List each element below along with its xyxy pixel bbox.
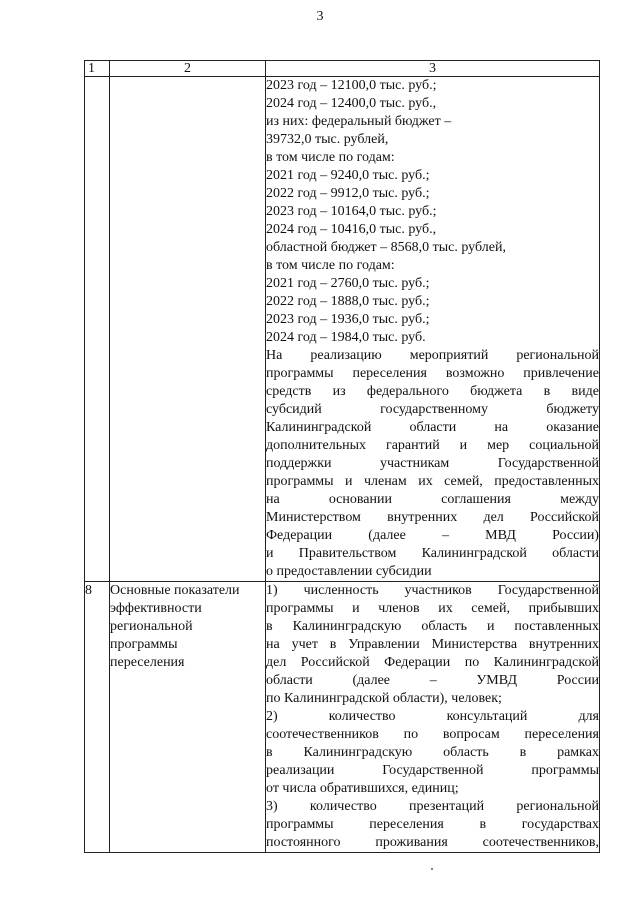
- program-passport-table: [84, 60, 600, 853]
- funding-line: областной бюджет – 8568,0 тыс. рублей,: [266, 240, 506, 255]
- paragraph-line: программы переселения возможно привлечение: [266, 366, 599, 381]
- funding-content-cell: [266, 77, 600, 582]
- funding-line: 39732,0 тыс. рублей,: [266, 132, 389, 147]
- funding-line: в том числе по годам:: [266, 150, 395, 165]
- header-col-1: 1: [85, 61, 110, 77]
- indicators-content: [266, 582, 599, 852]
- table-row-8: [85, 582, 600, 853]
- funding-line: 2024 год – 10416,0 тыс. руб.,: [266, 222, 437, 237]
- funding-line: 2023 год – 1936,0 тыс. руб.;: [266, 312, 430, 327]
- paragraph-line: Калининградской области на оказание: [266, 420, 599, 435]
- paragraph-line: средств из федерального бюджета в виде: [266, 384, 599, 399]
- funding-line: 2023 год – 10164,0 тыс. руб.;: [266, 204, 437, 219]
- title-line: эффективности: [110, 601, 202, 616]
- funding-line: 2024 год – 12400,0 тыс. руб.,: [266, 96, 437, 111]
- funding-line: 2024 год – 1984,0 тыс. руб.: [266, 330, 426, 345]
- paragraph-line: на основании соглашения между: [266, 492, 599, 507]
- indicators-content-cell: [266, 582, 600, 853]
- funding-line: 2022 год – 1888,0 тыс. руб.;: [266, 294, 430, 309]
- indicators-title: [110, 582, 265, 672]
- subsidy-paragraph-last-line: о предоставлении субсидии: [266, 564, 432, 579]
- paragraph-line: субсидий государственному бюджету: [266, 402, 599, 417]
- row-number: 8: [85, 582, 110, 853]
- indicator-line: на учет в Управлении Министерства внутренних: [266, 637, 599, 652]
- funding-line: 2022 год – 9912,0 тыс. руб.;: [266, 186, 430, 201]
- scan-dot: [431, 868, 433, 870]
- title-line: Основные показатели: [110, 583, 240, 598]
- paragraph-line: программы и членам их семей, предоставленных: [266, 474, 599, 489]
- paragraph-line: Министерством внутренних дел Российской: [266, 510, 599, 525]
- indicator-line: 1) численность участников Государственной: [266, 583, 599, 598]
- header-col-2: 2: [110, 61, 266, 77]
- paragraph-line: и Правительством Калининградской области: [266, 546, 599, 561]
- indicator-line: дел Российской Федерации по Калининградской: [266, 655, 599, 670]
- indicator-line: реализации Государственной программы: [266, 763, 599, 778]
- table-row-continued: [85, 77, 600, 582]
- indicator-line: программы и членов их семей, прибывших: [266, 601, 599, 616]
- row-title-cell: [110, 77, 266, 582]
- indicator-line: области (далее – УМВД России: [266, 673, 599, 688]
- row-title: [110, 582, 266, 853]
- indicator-line: 2) количество консультаций для: [266, 709, 599, 724]
- indicator-line: по Калининградской области), человек;: [266, 691, 502, 706]
- subsidy-paragraph: [266, 347, 599, 563]
- row-number-cell: [85, 77, 110, 582]
- funding-line: из них: федеральный бюджет –: [266, 114, 452, 129]
- title-line: переселения: [110, 655, 185, 670]
- title-line: программы: [110, 637, 178, 652]
- paragraph-line: Федерации (далее – МВД России): [266, 528, 599, 543]
- indicator-line: в Калининградскую область и поставленных: [266, 619, 599, 634]
- indicator-line: программы переселения в государствах: [266, 817, 599, 832]
- indicator-line: постоянного проживания соотечественников,: [266, 835, 599, 850]
- indicator-line: 3) количество презентаций региональной: [266, 799, 599, 814]
- funding-line: в том числе по годам:: [266, 258, 395, 273]
- paragraph-line: На реализацию мероприятий региональной: [266, 348, 599, 363]
- indicator-line: соотечественников по вопросам переселения: [266, 727, 599, 742]
- title-line: региональной: [110, 619, 193, 634]
- page-number: 3: [316, 9, 324, 24]
- table-header-row: [85, 61, 600, 77]
- funding-line: 2021 год – 9240,0 тыс. руб.;: [266, 168, 430, 183]
- funding-line: 2023 год – 12100,0 тыс. руб.;: [266, 78, 437, 93]
- paragraph-line: поддержки участникам Государственной: [266, 456, 599, 471]
- header-col-3: 3: [266, 61, 600, 77]
- indicator-line: в Калининградскую область в рамках: [266, 745, 599, 760]
- indicator-line: от числа обратившихся, единиц;: [266, 781, 459, 796]
- paragraph-line: дополнительных гарантий и мер социальной: [266, 438, 599, 453]
- funding-line: 2021 год – 2760,0 тыс. руб.;: [266, 276, 430, 291]
- funding-lines: [266, 77, 599, 347]
